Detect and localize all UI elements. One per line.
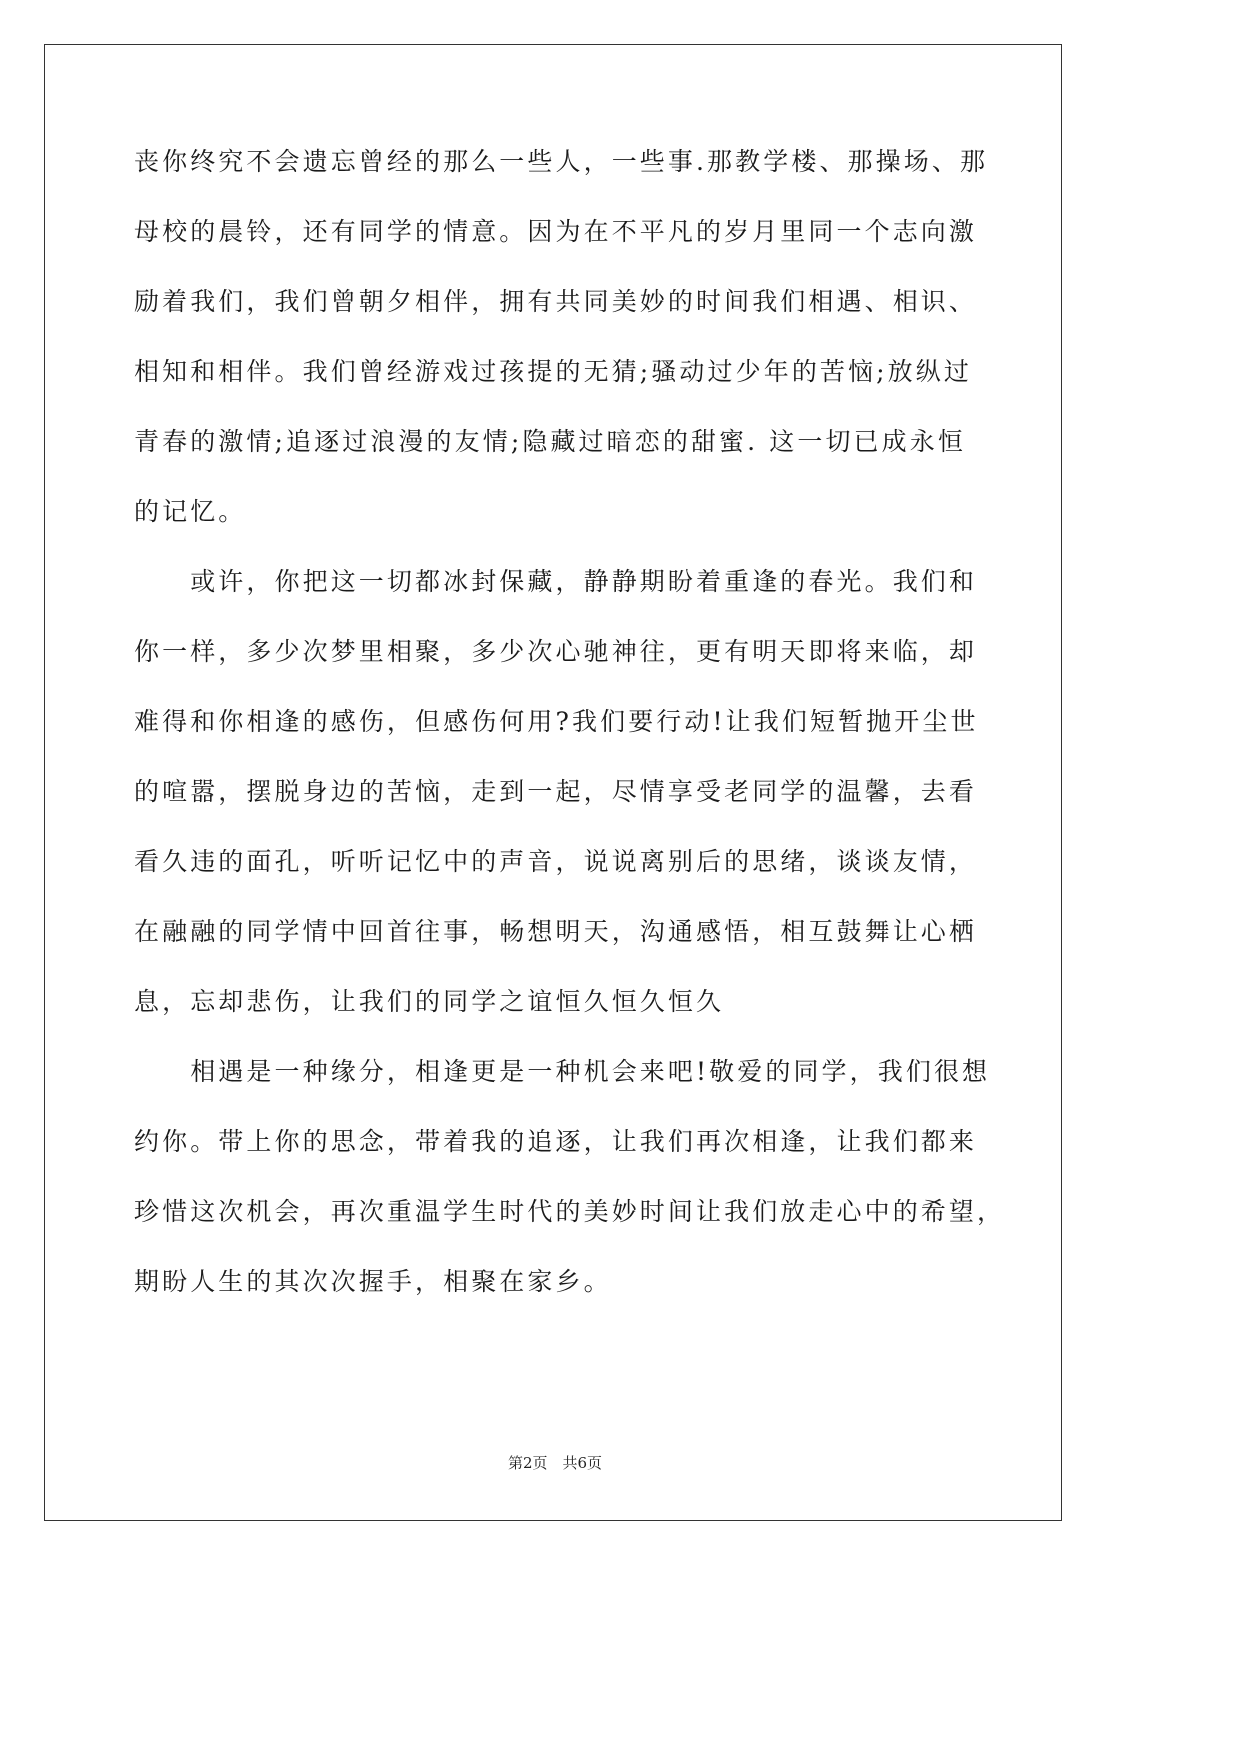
text-line: 励着我们，我们曾朝夕相伴，拥有共同美妙的时间我们相遇、相识、 xyxy=(134,287,978,316)
text-line: 或许，你把这一切都冰封保藏，静静期盼着重逢的春光。我们和 xyxy=(134,567,978,596)
text-line: 青春的激情;追逐过浪漫的友情;隐藏过暗恋的甜蜜. 这一切已成永恒 xyxy=(134,427,966,456)
text-line: 相知和相伴。我们曾经游戏过孩提的无猜;骚动过少年的苦恼;放纵过 xyxy=(134,357,972,386)
text-line: 珍惜这次机会，再次重温学生时代的美妙时间让我们放走心中的希望， xyxy=(134,1197,1006,1226)
text-line: 的记忆。 xyxy=(134,497,247,526)
text-line: 期盼人生的其次次握手，相聚在家乡。 xyxy=(134,1267,612,1296)
text-line: 你一样，多少次梦里相聚，多少次心驰神往，更有明天即将来临，却 xyxy=(134,637,978,666)
text-line: 母校的晨铃，还有同学的情意。因为在不平凡的岁月里同一个志向激 xyxy=(134,217,978,246)
text-line: 丧你终究不会遗忘曾经的那么一些人，一些事.那教学楼、那操场、那 xyxy=(134,147,989,176)
text-line: 在融融的同学情中回首往事，畅想明天，沟通感悟，相互鼓舞让心栖 xyxy=(134,917,978,946)
text-line: 相遇是一种缘分，相逢更是一种机会来吧!敬爱的同学，我们很想 xyxy=(134,1057,991,1086)
text-line: 息，忘却悲伤，让我们的同学之谊恒久恒久恒久 xyxy=(134,987,725,1016)
text-line: 约你。带上你的思念，带着我的追逐，让我们再次相逢，让我们都来 xyxy=(134,1127,978,1156)
text-line: 看久违的面孔，听听记忆中的声音，说说离别后的思绪，谈谈友情， xyxy=(134,847,978,876)
text-line: 难得和你相逢的感伤，但感伤何用?我们要行动!让我们短暂抛开尘世 xyxy=(134,707,979,736)
text-line: 的喧嚣，摆脱身边的苦恼，走到一起，尽情享受老同学的温馨，去看 xyxy=(134,777,978,806)
page-number: 第2页 共6页 xyxy=(507,1454,603,1472)
